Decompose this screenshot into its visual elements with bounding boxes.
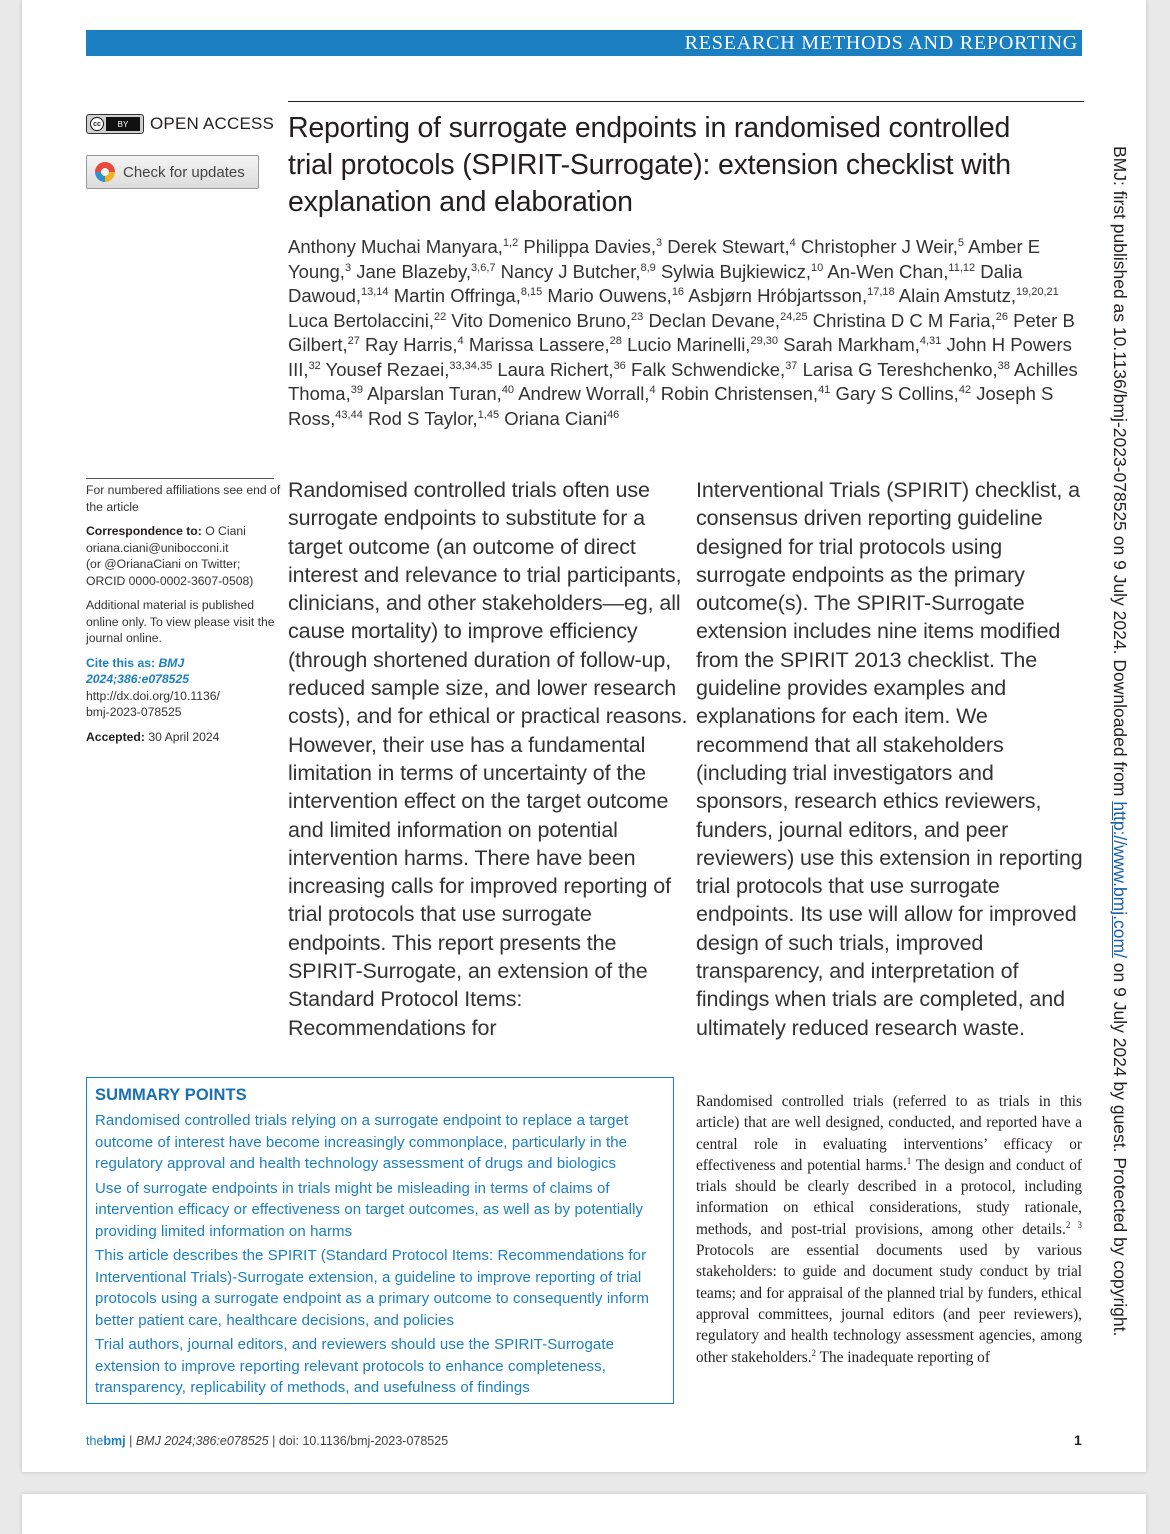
author-name: Dalia Dawoud,$^{13,14}$ (288, 260, 1023, 306)
author-name: Andrew Worrall,$^4$ (518, 383, 656, 404)
summary-item: This article describes the SPIRIT (Standard Protocol Items: Recommendations for Interventional Trials)-Surrogate extension, a guideline to improve reporting of trial protocols using a surrogate endpoint as a primary outcome to consequently inform better patient care, healthcare decisions, and policies (95, 1247, 650, 1329)
affiliation-ref: 16 (671, 286, 685, 298)
author-name: Falk Schwendicke,$^{37}$ (630, 358, 798, 380)
accepted-label: Accepted: (86, 729, 145, 744)
affiliation-ref: 43,44 (335, 408, 363, 421)
article-title: Reporting of surrogate endpoints in randomised controlled trial protocols (SPIRIT-Surrogate): extension checklist with explanation and elaboration (288, 112, 1011, 218)
next-page-edge (22, 1494, 1146, 1534)
sidebar-divider (86, 478, 274, 479)
author-name: John H Powers III,$^{32}$ (288, 334, 1072, 380)
cc-by-license-icon: cc BY (86, 114, 144, 134)
page-number: 1 (1074, 1432, 1082, 1448)
affiliation-ref: 3 (656, 237, 663, 249)
reference-2[interactable]: 2 3 (1065, 1219, 1082, 1230)
author-name: Lucio Marinelli,$^{29,30}$ (627, 334, 778, 355)
affiliation-ref: 39 (350, 384, 363, 396)
author-name: Oriana Ciani$^{46}$ (504, 407, 620, 429)
affiliation-ref: 1,45 (477, 408, 500, 421)
affiliation-ref: 22 (434, 310, 447, 323)
author-name: Christina D C M Faria,$^{26}$ (812, 309, 1008, 331)
affiliation-ref: 4,31 (919, 335, 942, 347)
affiliations-note: For numbered affiliations see end of the article (86, 483, 281, 514)
affiliation-ref: 29,30 (750, 335, 778, 347)
body-text-1: Randomised controlled trials (referred to as trials in this article) that are well designed, conducted, and reported have a central role in evaluating interventions’ efficacy or effectiveness and potential harms. (696, 1093, 1082, 1174)
author-name: Derek Stewart,$^4$ (667, 236, 796, 257)
open-access-label: OPEN ACCESS (150, 114, 275, 133)
doi-link[interactable]: http://dx.doi.org/10.1136/ (86, 688, 220, 703)
footer-citation: BMJ 2024;386:e078525 (135, 1434, 269, 1448)
citation-block (86, 655, 286, 721)
author-name: Yousef Rezaei,$^{33,34,35}$ (325, 358, 493, 380)
affiliation-ref: 3,6,7 (471, 261, 496, 274)
notice-text-start: BMJ: first published as 10.1136/bmj-2023-078525 on 9 July 2024. Downloaded from (1110, 146, 1130, 802)
author-name: Alparslan Turan,$^{40}$ (367, 383, 515, 404)
author-name: Christopher J Weir,$^5$ (800, 236, 964, 257)
affiliation-ref: 1,2 (502, 237, 519, 249)
affiliation-ref: 4 (457, 335, 464, 347)
body-text-2: The design and conduct of trials should be clearly described in a protocol, including information on ethical considerations, study rationale, methods, and post-trial provisions, among other details. (696, 1156, 1082, 1238)
body-text-4: The inadequate reporting of (816, 1348, 990, 1366)
accepted-date-block (86, 729, 286, 746)
body-text-3: Protocols are essential documents used by various stakeholders: to guide and document study conduct by trial teams; and for appraisal of the planned trial by funders, ethical approval committees, journal editors (and peer reviewers), regulatory and health technology assessment agencies, among other stakeholders. (696, 1242, 1082, 1366)
bmj-site-link[interactable]: http://www.bmj.com/ (1110, 801, 1130, 958)
affiliation-ref: 23 (631, 310, 644, 323)
correspondence-email[interactable]: oriana.ciani@unibocconi.it (86, 540, 229, 555)
notice-text-end: on 9 July 2024 by guest. Protected by copyright. (1110, 957, 1130, 1337)
affiliation-ref: 46 (607, 408, 620, 421)
author-name: Robin Christensen,$^{41}$ (660, 383, 831, 404)
author-name: Luca Bertolaccini,$^{22}$ (288, 309, 447, 331)
author-name: Martin Offringa,$^{8,15}$ (393, 285, 543, 306)
reference-3[interactable]: 2 (811, 1347, 817, 1358)
affiliation-ref: 24,25 (780, 310, 808, 323)
author-name: Laura Richert,$^{36}$ (497, 358, 626, 380)
author-name: Larisa G Tereshchenko,$^{38}$ (802, 358, 1010, 380)
affiliation-ref: 8,15 (520, 286, 543, 298)
author-name: Nancy J Butcher,$^{8,9}$ (500, 260, 656, 282)
author-name: Amber E Young,$^3$ (288, 236, 1041, 282)
affiliation-ref: 26 (995, 310, 1008, 323)
affiliation-ref: 3 (344, 261, 352, 274)
body-paragraph (696, 1091, 1082, 1368)
author-name: An-Wen Chan,$^{11,12}$ (827, 260, 976, 282)
cite-label: Cite this as: (86, 655, 156, 670)
author-name: Asbjørn Hróbjartsson,$^{17,18}$ (688, 285, 895, 306)
affiliation-ref: 4 (649, 384, 656, 396)
open-access-row (86, 114, 274, 134)
affiliation-ref: 8,9 (640, 261, 656, 274)
footer-doi: doi: 10.1136/bmj-2023-078525 (278, 1434, 449, 1448)
affiliation-ref: 4 (789, 237, 796, 249)
affiliation-ref: 41 (818, 384, 831, 396)
section-label: RESEARCH METHODS AND REPORTING (86, 30, 1082, 56)
author-name: Sylwia Bujkiewicz,$^{10}$ (660, 260, 824, 282)
correspondence-twitter: (or @OrianaCiani on Twitter; (86, 557, 241, 571)
correspondence (86, 523, 286, 589)
affiliation-ref: 42 (958, 384, 972, 396)
affiliation-ref: 5 (957, 237, 964, 249)
affiliation-ref: 27 (347, 335, 360, 347)
author-name: Peter B Gilbert,$^{27}$ (288, 309, 1075, 355)
author-name: Ray Harris,$^4$ (365, 334, 464, 355)
author-name: Alain Amstutz,$^{19,20,21}$ (898, 285, 1059, 306)
author-list (288, 235, 1078, 431)
accepted-date: 30 April 2024 (148, 729, 220, 744)
author-name: Marissa Lassere,$^{28}$ (468, 334, 622, 355)
summary-item: Use of surrogate endpoints in trials might be misleading in terms of claims of intervention efficacy or effectiveness on target outcomes, as well as by potentially providing limited information on harms (95, 1179, 644, 1240)
affiliation-ref: 38 (997, 359, 1010, 372)
correspondence-label: Correspondence to: (86, 524, 202, 538)
author-name: Declan Devane,$^{24,25}$ (648, 309, 808, 331)
affiliation-ref: 11,12 (948, 261, 976, 274)
reference-1[interactable]: 1 (906, 1155, 912, 1166)
bmj-logo: thebmj (86, 1434, 126, 1448)
crossmark-icon (95, 162, 115, 182)
correspondence-name: O Ciani (205, 524, 246, 538)
affiliation-ref: 32 (308, 359, 321, 372)
page-footer: thebmj | BMJ 2024;386:e078525 | doi: 10.1136/bmj-2023-078525 (86, 1434, 449, 1448)
correspondence-orcid: ORCID 0000-0002-3607-0508) (86, 573, 254, 588)
summary-heading: SUMMARY POINTS (95, 1086, 247, 1104)
affiliation-ref: 28 (609, 335, 622, 347)
abstract-column-1: Randomised controlled trials often use surrogate endpoints to substitute for a target outcome (an outcome of direct interest and relevance to trial participants, clinicians, and other stakeholders—eg, all cause mortality) to improve efficiency (through shortened duration of follow-up, reduced sample size, and lower research costs), and for ethical or practical reasons. However, their use has a fundamental limitation in terms of uncertainty of the intervention effect on the target outcome and limited information on potential intervention harms. There have been increasing calls for improved reporting of trial protocols that use surrogate endpoints. This report presents the SPIRIT-Surrogate, an extension of the Standard Protocol Items: Recommendations for (288, 478, 688, 1040)
check-for-updates-label: Check for updates (123, 163, 245, 181)
additional-material-note: Additional material is published online only. To view please visit the journal online. (86, 598, 275, 645)
author-name: Philippa Davies,$^3$ (523, 236, 663, 257)
author-name: Mario Ouwens,$^{16}$ (547, 285, 685, 306)
author-name: Jane Blazeby,$^{3,6,7}$ (356, 260, 496, 282)
affiliation-ref: 36 (613, 359, 626, 372)
affiliation-ref: 33,34,35 (449, 359, 493, 372)
author-name: Achilles Thoma,$^{39}$ (288, 358, 1078, 404)
affiliation-ref: 13,14 (361, 286, 389, 298)
doi-suffix[interactable]: bmj-2023-078525 (86, 705, 182, 719)
cite-ref: BMJ 2024;386:e078525 (86, 655, 190, 686)
affiliation-ref: 19,20,21 (1015, 286, 1059, 298)
affiliation-ref: 37 (785, 359, 798, 372)
summary-points-box (86, 1077, 674, 1404)
affiliation-ref: 17,18 (867, 286, 895, 298)
article-sidebar (86, 482, 286, 753)
author-name: Joseph S Ross,$^{43,44}$ (288, 383, 1054, 429)
check-for-updates-button[interactable] (86, 155, 259, 189)
abstract-column-2: Interventional Trials (SPIRIT) checklist, a consensus driven reporting guideline designed for trial protocols using surrogate endpoints as the primary outcome(s). The SPIRIT-Surrogate extension includes nine items modified from the SPIRIT 2013 checklist. The guideline provides examples and explanations for each item. We recommend that all stakeholders (including trial investigators and sponsors, research ethics reviewers, funders, journal editors, and peer reviewers) use this extension in reporting trial protocols that use surrogate endpoints. Its use will allow for improved design of such trials, improved transparency, and interpretation of findings when trials are completed, and ultimately reduced research waste. (696, 478, 1083, 1040)
affiliation-ref: 40 (501, 384, 515, 396)
summary-item: Trial authors, journal editors, and reviewers should use the SPIRIT-Surrogate extension to improve reporting relevant protocols to enhance completeness, transparency, replicability of methods, and usefulness of findings (95, 1336, 615, 1396)
affiliation-ref: 10 (811, 261, 824, 274)
summary-item: Randomised controlled trials relying on a surrogate endpoint to replace a target outcome of interest have become increasingly commonplace, particularly in the regulatory approval and health technology assessment of drugs and biologics (95, 1112, 629, 1172)
author-name: Rod S Taylor,$^{1,45}$ (367, 407, 500, 429)
copyright-notice (1108, 146, 1148, 1446)
author-name: Gary S Collins,$^{42}$ (835, 383, 972, 404)
author-name: Vito Domenico Bruno,$^{23}$ (451, 309, 644, 331)
title-divider (288, 101, 1084, 102)
article-page (22, 0, 1146, 1472)
author-name: Anthony Muchai Manyara,$^{1,2}$ (288, 236, 519, 257)
author-name: Sarah Markham,$^{4,31}$ (783, 334, 942, 355)
